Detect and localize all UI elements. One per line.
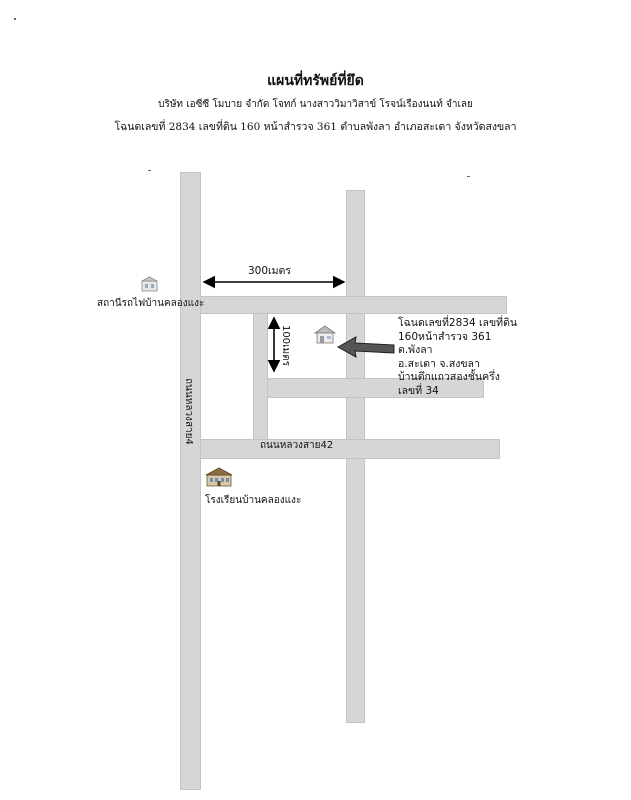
map-title: แผนที่ทรัพย์ที่ยึด	[267, 73, 364, 89]
property-info-line: บ้านตึกแถวสองชั้นครึ่ง	[398, 371, 500, 383]
property-info-line: อ.สะเดา จ.สงขลา	[398, 357, 480, 370]
distance-label-vertical: 100เมตร	[280, 325, 291, 366]
property-info-line: ต.พังลา	[398, 344, 433, 356]
road-label-highway-42: ถนนหลวงสาย42	[260, 440, 334, 451]
property-info-line: เลขที่ 34	[398, 384, 439, 397]
property-info-line: โฉนดเลขที่2834 เลขที่ดิน	[398, 317, 518, 329]
station-label: สถานีรถไฟบ้านคลองแงะ	[97, 298, 205, 309]
school-label: โรงเรียนบ้านคลองแงะ	[205, 495, 302, 506]
distance-label-horizontal: 300เมตร	[248, 265, 292, 277]
case-parties-line: บริษัท เอซีซี โมบาย จำกัด โจทก์ นางสาววิมาวิสาข์ โรจน์เรืองนนท์ จำเลย	[158, 99, 473, 110]
road-label-highway-4: ถนนหลวงสาย4	[183, 378, 194, 445]
deed-description-line: โฉนดเลขที่ 2834 เลขที่ดิน 160 หน้าสำรวจ 361 ตำบลพังลา อำเภอสะเดา จังหวัดสงขลา	[114, 121, 517, 133]
property-info-block	[398, 317, 517, 398]
property-info-line: 160หน้าสำรวจ 361	[398, 330, 492, 343]
